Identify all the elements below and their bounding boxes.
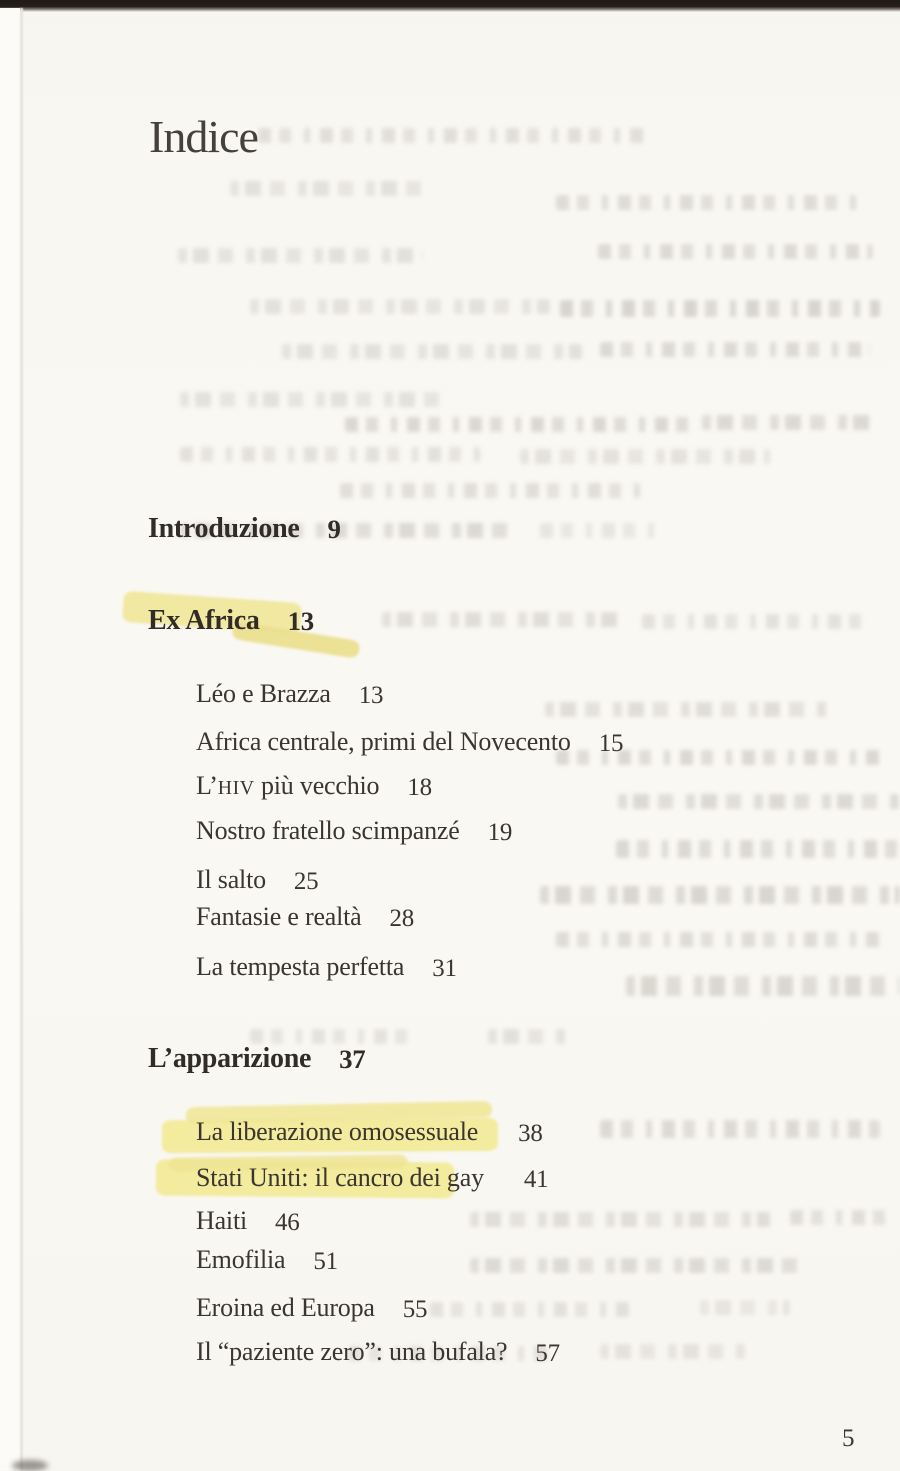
bleedthrough-line — [340, 483, 640, 498]
chapter-page-number: 18 — [407, 774, 432, 801]
chapter-page-number: 55 — [402, 1296, 428, 1323]
chapter-title: Fantasie e realtà — [196, 902, 362, 931]
section-title: Ex Africa — [148, 605, 260, 636]
bleedthrough-line — [520, 449, 770, 464]
toc-entry-ex-africa — [148, 604, 314, 637]
toc-entry-apparizione — [148, 1042, 365, 1075]
toc-entry-liberazione-omosessuale — [196, 1117, 543, 1148]
toc-entry-stati-uniti — [196, 1163, 548, 1194]
bleedthrough-line — [488, 1029, 568, 1044]
chapter-page-number: 46 — [275, 1209, 300, 1236]
toc-entry-emofilia — [196, 1245, 338, 1276]
chapter-title: Stati Uniti: il cancro dei gay — [196, 1163, 484, 1192]
bleedthrough-line — [430, 1302, 630, 1317]
scan-top-edge — [0, 0, 900, 12]
chapter-title: Léo e Brazza — [196, 679, 331, 708]
bleedthrough-line — [540, 523, 660, 538]
chapter-title-prefix: L’ — [196, 771, 218, 800]
chapter-page-number: 41 — [523, 1166, 549, 1193]
bleedthrough-line — [616, 840, 900, 858]
bleedthrough-line — [642, 614, 870, 629]
chapter-title: Il salto — [196, 865, 266, 894]
chapter-page-number: 57 — [535, 1340, 560, 1367]
section-title: L’apparizione — [148, 1043, 312, 1074]
bleedthrough-line — [180, 447, 480, 462]
bleedthrough-line — [470, 1258, 800, 1273]
chapter-title: Africa centrale, primi del Novecento — [196, 727, 571, 756]
bleedthrough-line — [470, 1212, 770, 1227]
chapter-page-number: 15 — [598, 730, 624, 757]
chapter-title: La liberazione omosessuale — [196, 1117, 479, 1146]
section-title: Introduzione — [148, 513, 300, 544]
folio-page-number: 5 — [842, 1425, 855, 1452]
chapter-title: Eroina ed Europa — [196, 1293, 375, 1322]
chapter-page-number: 19 — [487, 819, 513, 846]
bleedthrough-line — [230, 181, 430, 196]
page-crease-line — [20, 8, 23, 1470]
chapter-title: La tempesta perfetta — [196, 952, 405, 981]
bleedthrough-line — [700, 1300, 790, 1315]
toc-entry-fantasie-e-realta — [196, 902, 414, 933]
section-page-number: 13 — [287, 606, 314, 636]
toc-entry-introduzione — [148, 512, 341, 545]
chapter-page-number: 25 — [293, 868, 319, 895]
chapter-title-suffix: più vecchio — [254, 771, 380, 800]
toc-entry-paziente-zero — [196, 1337, 560, 1368]
bleedthrough-line — [258, 128, 648, 143]
chapter-page-number: 13 — [358, 682, 384, 709]
bleedthrough-line — [540, 886, 900, 904]
bleedthrough-line — [600, 342, 870, 357]
chapter-page-number: 28 — [389, 905, 415, 932]
bleedthrough-line — [626, 976, 900, 996]
bleedthrough-line — [600, 1344, 750, 1359]
toc-entry-eroina-ed-europa — [196, 1293, 427, 1324]
bleedthrough-line — [598, 244, 873, 259]
bleedthrough-line — [560, 300, 880, 317]
section-page-number: 9 — [327, 514, 341, 544]
toc-entry-haiti — [196, 1206, 300, 1237]
bleedthrough-line — [556, 195, 866, 210]
bleedthrough-line — [345, 417, 695, 432]
bleedthrough-line — [618, 794, 900, 809]
bleedthrough-line — [250, 299, 550, 314]
chapter-title: Haiti — [196, 1206, 247, 1235]
page-title: Indice — [149, 111, 258, 162]
chapter-title: Emofilia — [196, 1245, 286, 1274]
scan-smudge — [12, 1460, 48, 1471]
chapter-page-number: 38 — [518, 1120, 543, 1147]
chapter-title-smallcaps: HIV — [217, 777, 255, 799]
section-page-number: 37 — [339, 1044, 366, 1074]
bleedthrough-line — [178, 248, 423, 263]
bleedthrough-line — [282, 344, 582, 359]
toc-entry-tempesta-perfetta — [196, 952, 457, 983]
bleedthrough-line — [545, 702, 830, 717]
bleedthrough-line — [702, 415, 874, 430]
toc-entry-africa-centrale — [196, 727, 623, 758]
page-left-margin — [0, 8, 20, 1470]
bleedthrough-line — [382, 612, 620, 627]
bleedthrough-line — [790, 1210, 898, 1225]
chapter-page-number: 31 — [432, 955, 457, 982]
bleedthrough-line — [556, 932, 880, 947]
chapter-title: Nostro fratello scimpanzé — [196, 816, 460, 845]
chapter-title: Il “paziente zero”: una bufala? — [196, 1337, 508, 1366]
bleedthrough-line — [600, 1120, 880, 1138]
bleedthrough-line — [180, 392, 440, 407]
toc-entry-leo-e-brazza — [196, 679, 383, 710]
toc-entry-hiv-piu-vecchio — [196, 771, 432, 802]
chapter-page-number: 51 — [313, 1248, 338, 1275]
toc-entry-nostro-fratello — [196, 816, 512, 847]
toc-entry-il-salto — [196, 865, 318, 896]
